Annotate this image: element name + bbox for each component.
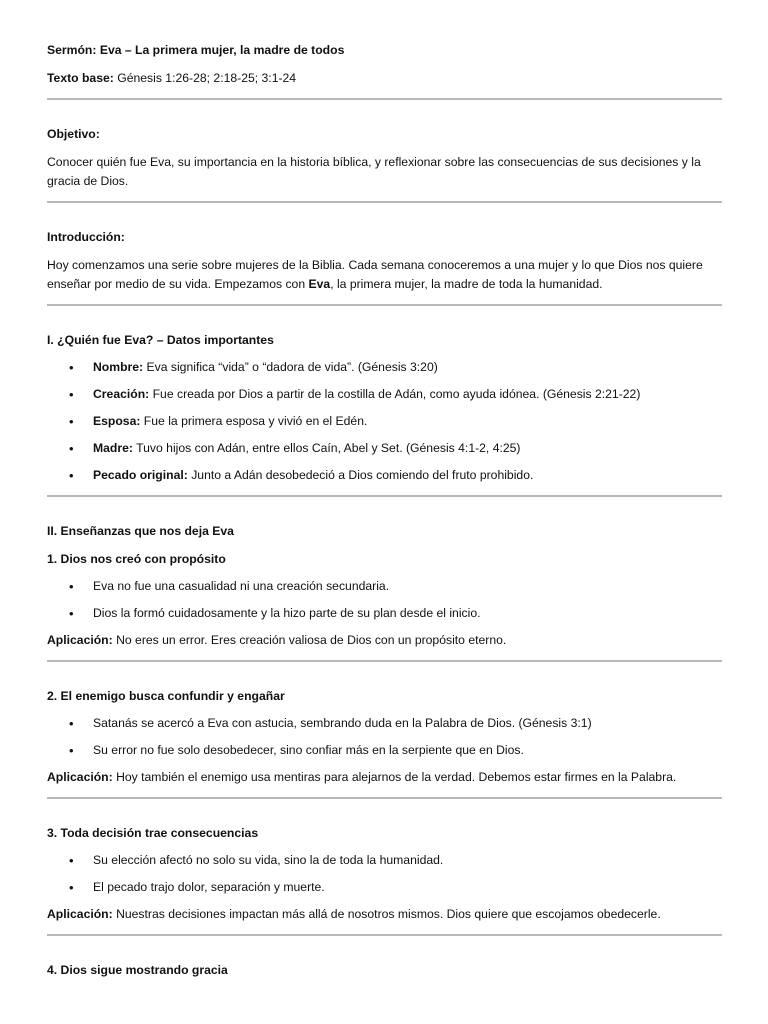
list-item: • Eva no fue una casualidad ni una creación secundaria. xyxy=(47,577,722,596)
point-heading: 3. Toda decisión trae consecuencias xyxy=(47,826,259,840)
base-text-value: Génesis 1:26-28; 2:18-25; 3:1-24 xyxy=(113,71,297,85)
list-item: • Dios la formó cuidadosamente y la hizo parte de su plan desde el inicio. xyxy=(47,604,722,623)
list-item: • Pecado original: Junto a Adán desobedeció a Dios comiendo del fruto prohibido. xyxy=(47,466,722,485)
list-item: • Satanás se acercó a Eva con astucia, sembrando duda en la Palabra de Dios. (Génesis 3:1) xyxy=(47,714,722,733)
application-line: Aplicación: Nuestras decisiones impactan más allá de nosotros mismos. Dios quiere que escojamos obedecerle. xyxy=(47,907,661,921)
list-item: • El pecado trajo dolor, separación y muerte. xyxy=(47,878,722,897)
section2-heading: II. Enseñanzas que nos deja Eva xyxy=(47,524,234,538)
list-item: • Madre: Tuvo hijos con Adán, entre ellos Caín, Abel y Set. (Génesis 4:1-2, 4:25) xyxy=(47,439,722,458)
point-heading: 2. El enemigo busca confundir y engañar xyxy=(47,689,285,703)
divider xyxy=(47,98,722,100)
application-line: Aplicación: No eres un error. Eres creación valiosa de Dios con un propósito eterno. xyxy=(47,633,507,647)
divider xyxy=(47,660,722,662)
point-list xyxy=(47,851,722,897)
objective-text: Conocer quién fue Eva, su importancia en la historia bíblica, y reflexionar sobre las consecuencias de sus decisiones y la gracia de Dios. xyxy=(47,155,701,188)
base-text-label: Texto base: xyxy=(47,71,114,85)
section1-list xyxy=(47,358,722,485)
application-line: Aplicación: Hoy también el enemigo usa mentiras para alejarnos de la verdad. Debemos estar firmes en la Palabra. xyxy=(47,770,677,784)
divider xyxy=(47,797,722,799)
section1-heading: I. ¿Quién fue Eva? – Datos importantes xyxy=(47,333,274,347)
list-item: • Su elección afectó no solo su vida, sino la de toda la humanidad. xyxy=(47,851,722,870)
list-item: • Nombre: Eva significa “vida” o “dadora de vida”. (Génesis 3:20) xyxy=(47,358,722,377)
list-item: • Su error no fue solo desobedecer, sino confiar más en la serpiente que en Dios. xyxy=(47,741,722,760)
divider xyxy=(47,934,722,936)
divider xyxy=(47,304,722,306)
divider xyxy=(47,201,722,203)
list-item: • Creación: Fue creada por Dios a partir de la costilla de Adán, como ayuda idónea. (Génesis 2:21-22) xyxy=(47,385,722,404)
base-text-line xyxy=(47,69,722,88)
document-body xyxy=(47,41,722,980)
intro-text: Hoy comenzamos una serie sobre mujeres de la Biblia. Cada semana conoceremos a una mujer y lo que Dios nos quiere enseñar por medio de su vida. Empezamos con Eva, la primera mujer, la madre de toda la humanidad. xyxy=(47,258,703,291)
list-item: • Esposa: Fue la primera esposa y vivió en el Edén. xyxy=(47,412,722,431)
sermon-title: Sermón: Eva – La primera mujer, la madre de todos xyxy=(47,43,345,57)
intro-highlight: Eva xyxy=(308,277,331,291)
objective-heading: Objetivo: xyxy=(47,127,100,141)
point-heading: 1. Dios nos creó con propósito xyxy=(47,552,226,566)
point-heading: 4. Dios sigue mostrando gracia xyxy=(47,963,228,977)
point-list xyxy=(47,577,722,623)
intro-heading: Introducción: xyxy=(47,230,125,244)
point-list xyxy=(47,714,722,760)
divider xyxy=(47,495,722,497)
